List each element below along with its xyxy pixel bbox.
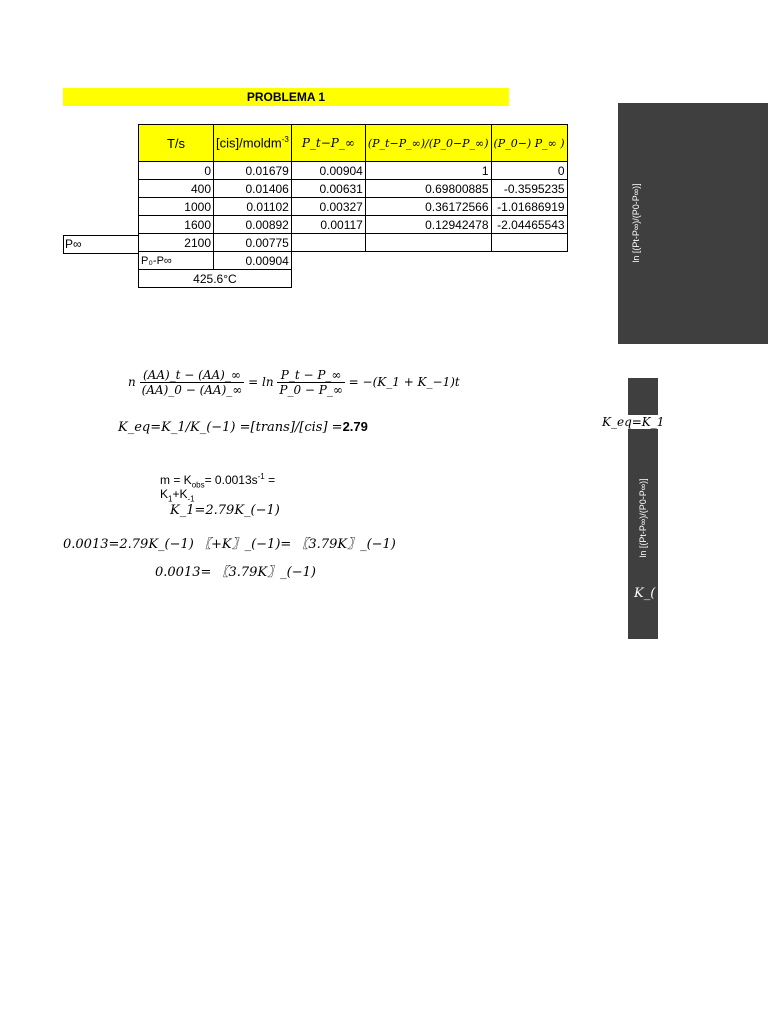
cell[interactable]: 0.69800885 — [365, 180, 491, 198]
keq-snippet: 𝐾_𝑒𝑞=𝐾_1 — [602, 415, 768, 429]
cell[interactable]: 0.00327 — [291, 198, 365, 216]
cell[interactable]: 0.01406 — [214, 180, 292, 198]
ln-prefix: n — [128, 375, 136, 389]
sheet-title: PROBLEMA 1 — [63, 88, 509, 106]
cell[interactable]: 0.00631 — [291, 180, 365, 198]
header-ratio: (P_t−P_∞)/(P_0−P_∞) — [365, 125, 491, 162]
ln-fraction-1-num: (𝐴𝐴)_t − (𝐴𝐴)_∞ — [140, 368, 245, 383]
ln-fraction-1-den: (𝐴𝐴)_0 − (𝐴𝐴)_∞ — [141, 383, 243, 397]
cell[interactable] — [291, 234, 365, 252]
long-equation: 0.0013=2.79𝐾_(−1) 〖+𝐾〗_(−1)= 〖3.79𝐾〗_(−1) — [63, 537, 396, 552]
data-table — [138, 124, 568, 288]
ln-rhs: = −(𝐾_1 + 𝐾_−1)𝑡 — [348, 375, 460, 389]
cell[interactable]: 0.36172566 — [365, 198, 491, 216]
cell[interactable] — [491, 234, 567, 252]
cell[interactable]: 0.00892 — [214, 216, 292, 234]
k-sum-line: $K_1+K_{-1}$ — [160, 487, 195, 504]
cell[interactable]: 2100 — [139, 234, 214, 252]
chart-top-axis-label: ln [(Pt-P∞)/(P0-P∞)] — [631, 183, 641, 263]
header-ln-ratio: (P_0−) P_∞ ) — [491, 125, 567, 162]
chart-bottom-axis-label: ln [(Pt-P∞)/(P0-P∞)] — [638, 478, 648, 558]
table-header-row — [139, 125, 568, 162]
table-row-temperature — [139, 270, 568, 288]
cell[interactable]: 1000 — [139, 198, 214, 216]
temperature-cell[interactable]: 425.6°C — [139, 270, 292, 288]
table-row-p0 — [139, 252, 568, 270]
cell[interactable]: 0.12942478 — [365, 216, 491, 234]
header-time: T/s — [139, 125, 214, 162]
ln-mid: = 𝑙𝑛 — [248, 375, 274, 389]
cell[interactable]: 0.01102 — [214, 198, 292, 216]
ln-equation — [128, 368, 460, 397]
cell[interactable]: 0.00904 — [291, 162, 365, 180]
table-row — [139, 234, 568, 252]
chart-panel-top[interactable] — [618, 103, 768, 344]
table-row — [139, 162, 568, 180]
cell[interactable]: 0 — [491, 162, 567, 180]
cell[interactable]: -0.3595235 — [491, 180, 567, 198]
cell[interactable]: 1600 — [139, 216, 214, 234]
keq-text: 𝐾_𝑒𝑞=𝐾_1/𝐾_(−1) =[𝑡𝑟𝑎𝑛𝑠]/[𝑐𝑖𝑠] = — [118, 420, 343, 435]
keq-equation — [118, 419, 368, 435]
cell[interactable]: 0.01679 — [214, 162, 292, 180]
cell[interactable]: -2.04465543 — [491, 216, 567, 234]
keq-value: 2.79 — [342, 419, 368, 434]
table-row — [139, 180, 568, 198]
cell[interactable] — [365, 234, 491, 252]
header-concentration: [cis]/moldm$^{-3}$ — [214, 125, 292, 162]
table-row — [139, 216, 568, 234]
cell[interactable]: 0.00117 — [291, 216, 365, 234]
cell[interactable]: 1 — [365, 162, 491, 180]
cell[interactable]: 400 — [139, 180, 214, 198]
pinf-label-cell[interactable]: P∞ — [63, 235, 139, 254]
p0-label-cell[interactable]: P₀-P∞ — [139, 252, 214, 270]
k-snippet: 𝐾_( — [634, 586, 656, 601]
ln-fraction-2 — [277, 368, 344, 397]
table-row — [139, 198, 568, 216]
cell[interactable]: 0 — [139, 162, 214, 180]
ln-fraction-2-num: 𝑃_t − 𝑃_∞ — [277, 368, 344, 383]
cell[interactable]: 0.00775 — [214, 234, 292, 252]
k1-equation: 𝐾_1=2.79𝐾_(−1) — [170, 503, 280, 518]
header-pt-minus-pinf: P_t−P_∞ — [291, 125, 365, 162]
ln-fraction-2-den: 𝑃_0 − 𝑃_∞ — [279, 383, 343, 397]
p0-value-cell[interactable]: 0.00904 — [214, 252, 292, 270]
short-equation: 0.0013= 〖3.79𝐾〗_(−1) — [155, 565, 316, 580]
ln-fraction-1 — [140, 368, 245, 397]
kobs-line: $m = K_{obs}= 0.0013s^{-1}$ = — [160, 472, 276, 490]
cell[interactable]: -1.01686919 — [491, 198, 567, 216]
